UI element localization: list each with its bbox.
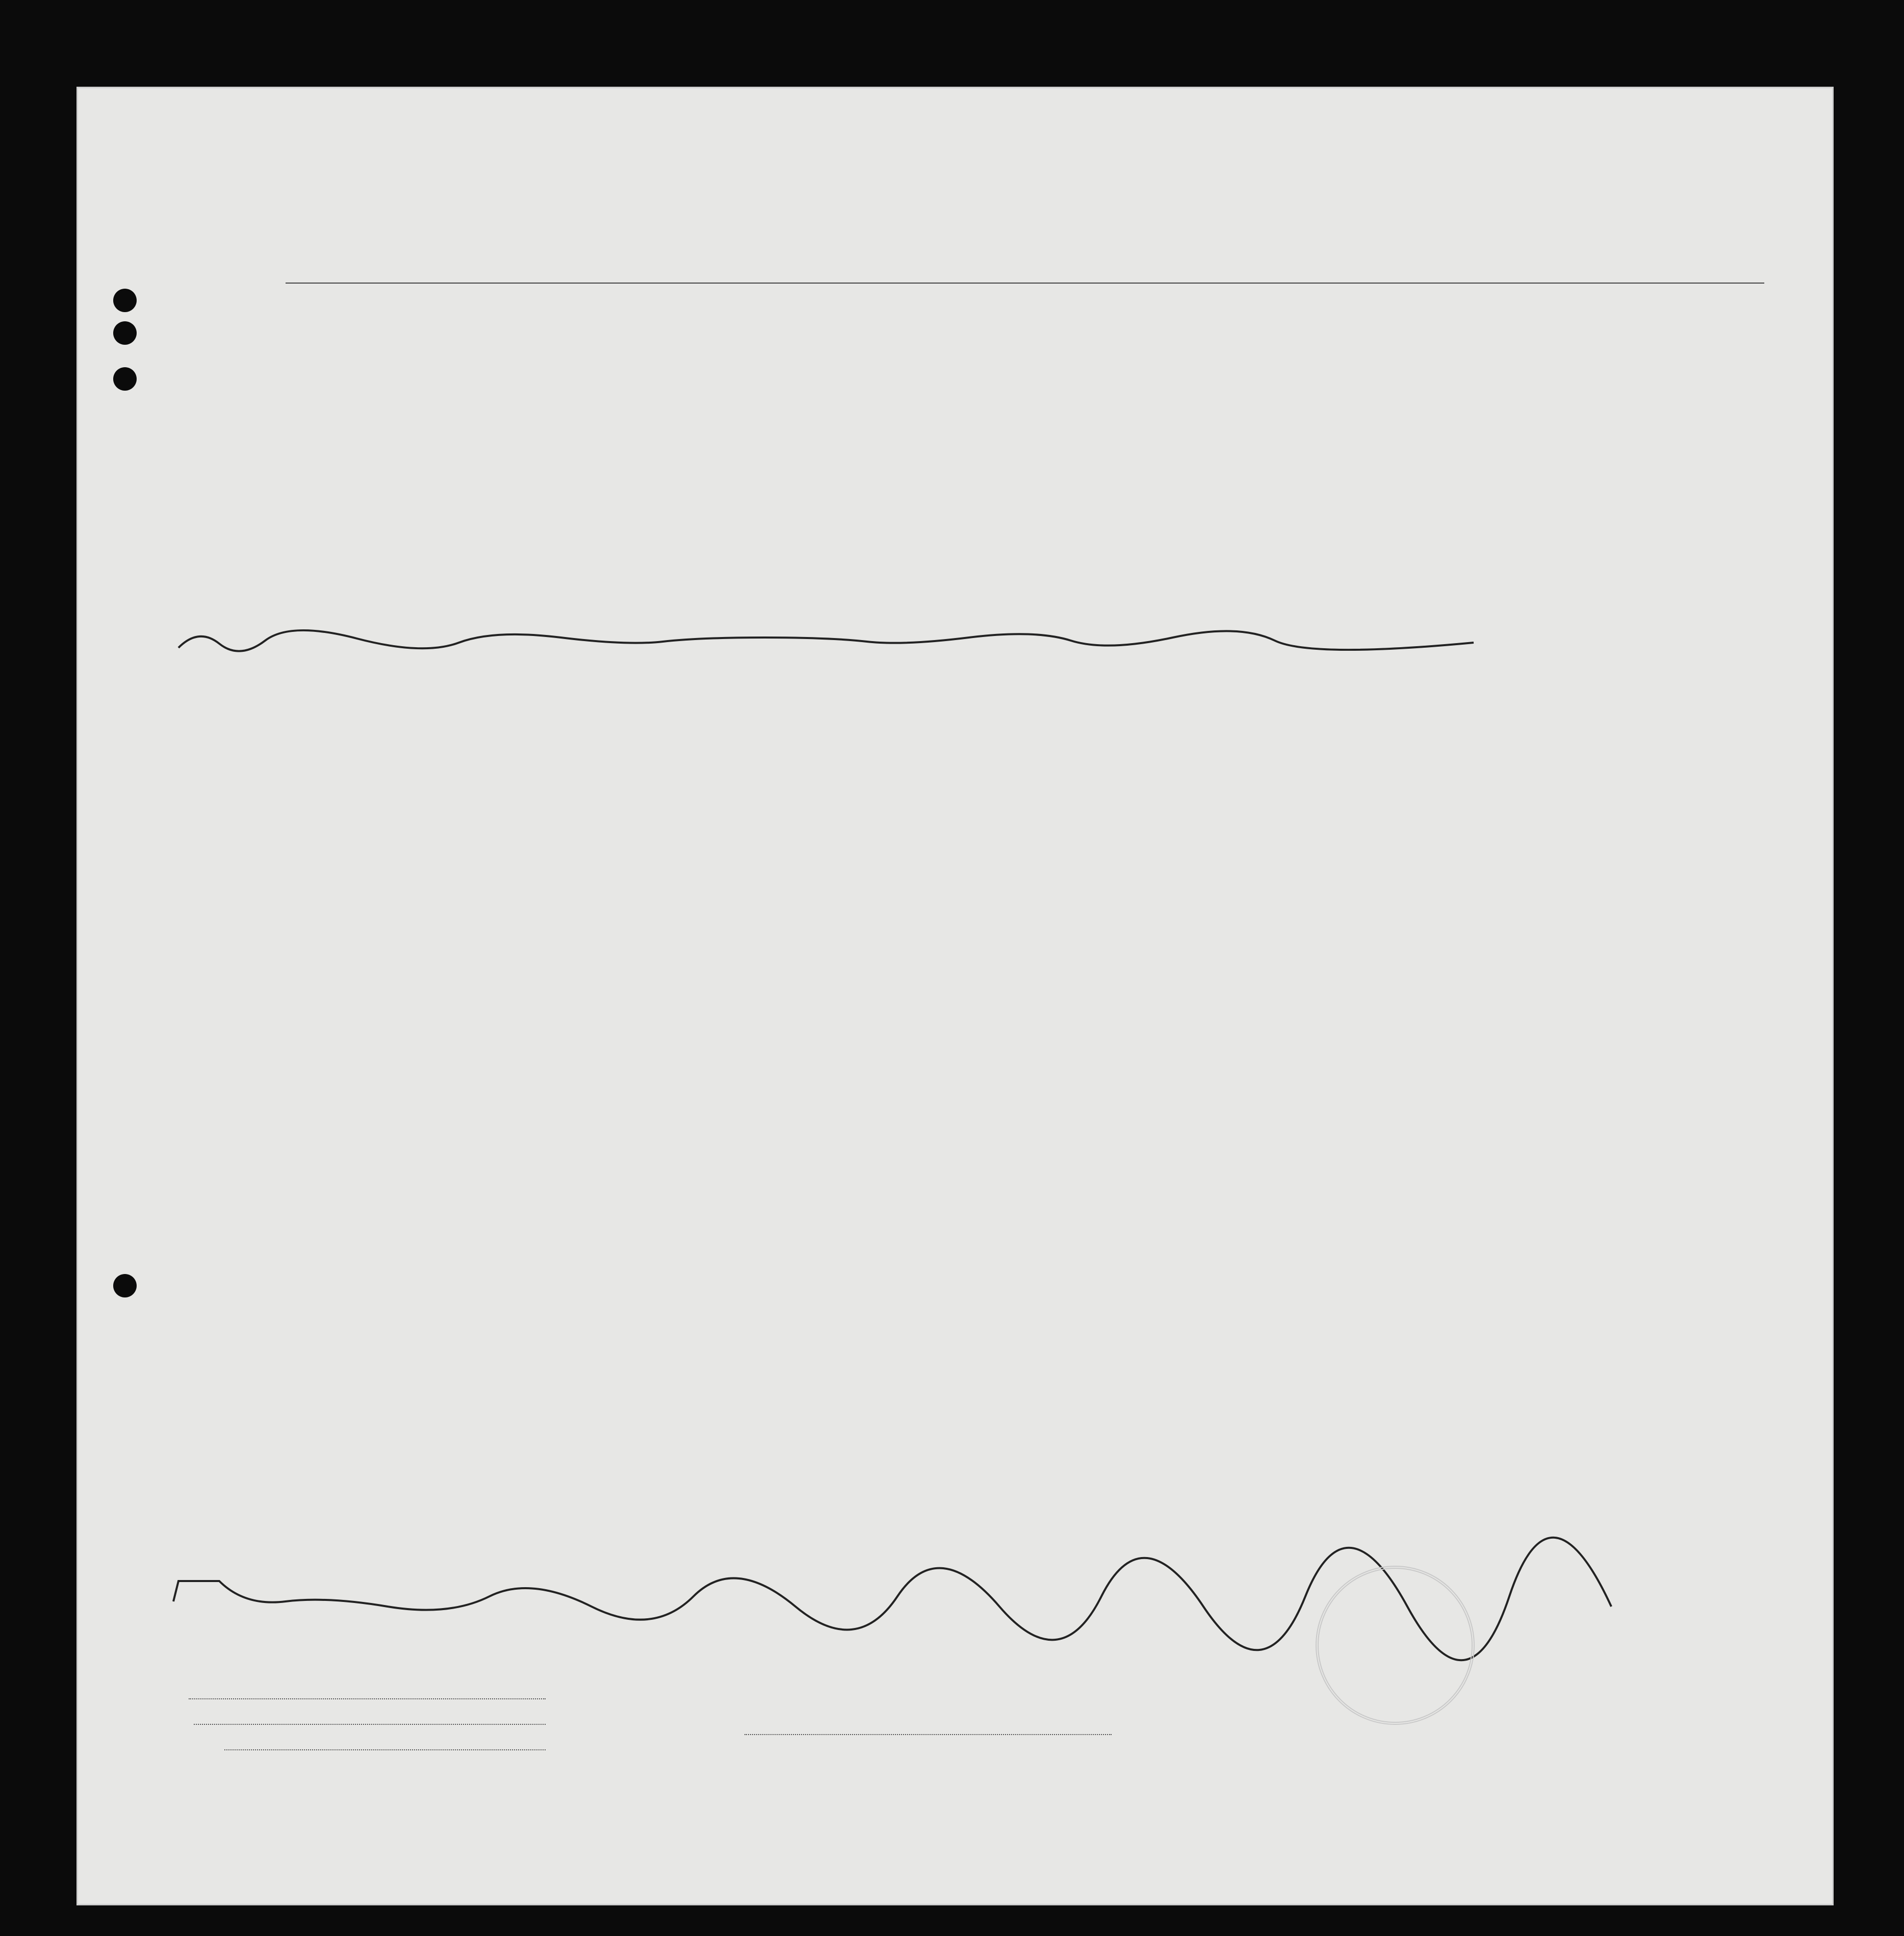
owners-field (194, 1724, 546, 1725)
cancel-line-row-6 (178, 630, 1474, 651)
inspector-field (744, 1734, 1112, 1735)
embossed-seal (1316, 1566, 1475, 1725)
agents-field (224, 1749, 546, 1750)
line-field (189, 1698, 546, 1699)
